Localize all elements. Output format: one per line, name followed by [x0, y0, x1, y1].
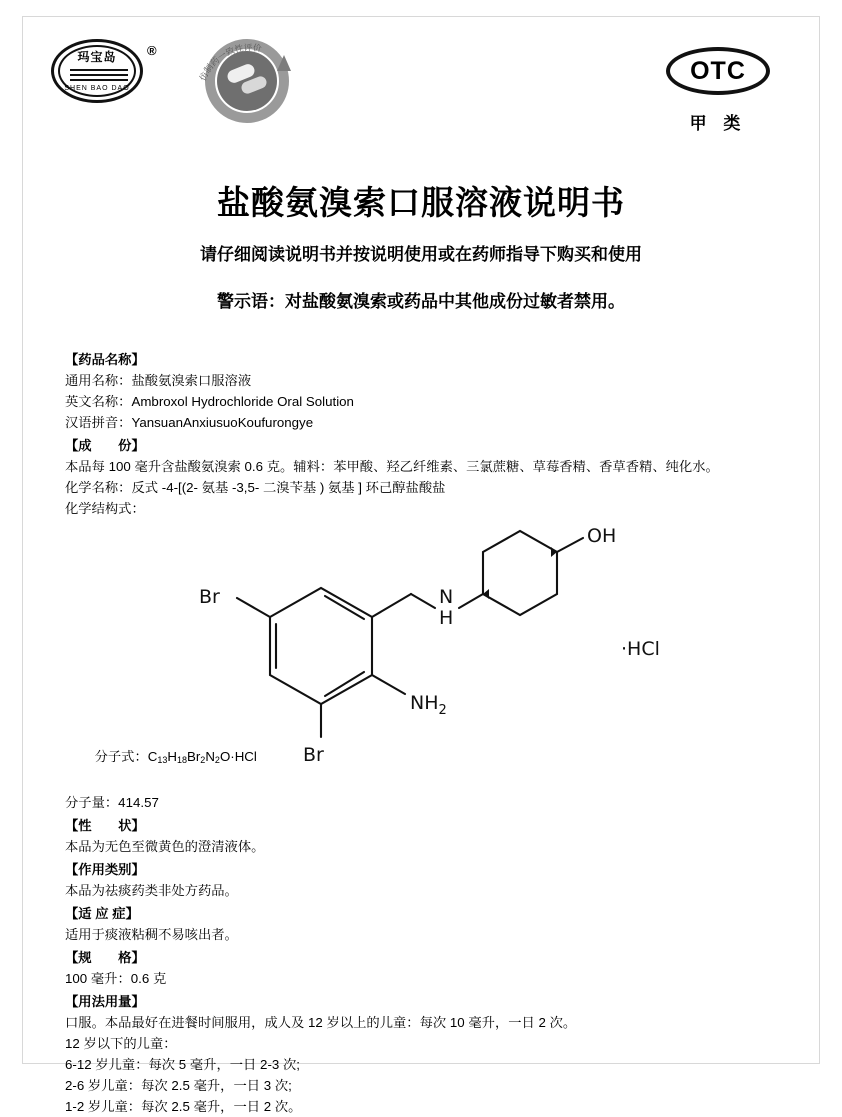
label-oh: OH [587, 525, 617, 547]
brand-logo-wave-icon [70, 69, 128, 83]
specification-line: 100 毫升：0.6 克 [65, 971, 167, 986]
registered-mark-icon: ® [147, 43, 157, 58]
molecular-formula-line [65, 725, 789, 792]
chemical-name-line: 化学名称：反式 -4-[(2- 氨基 -3,5- 二溴苄基 ) 氨基 ] 环己醇盐酸盐 [65, 480, 446, 495]
otc-block [653, 47, 783, 134]
brand-logo-inner-ring [58, 45, 136, 97]
consistency-evaluation-logo [191, 37, 309, 121]
page-subtitle: 请仔细阅读说明书并按说明使用或在药师指导下购买和使用 [200, 245, 642, 264]
otc-badge: OTC [666, 47, 770, 95]
molecular-formula-label: 分子式： [94, 749, 148, 764]
section-heading-category: 【作用类别】 [65, 862, 145, 877]
brand-logo [51, 39, 157, 105]
section-heading-specification: 【规 格】 [65, 950, 145, 965]
warning-statement: 警示语：对盐酸氨溴索或药品中其他成份过敏者禁用。 [217, 292, 625, 311]
dosage-line: 1-2 岁儿童：每次 2.5 毫升，一日 2 次。 [65, 1099, 302, 1114]
title-block [23, 177, 819, 312]
dosage-line: 6-12 岁儿童：每次 5 毫升，一日 2-3 次; [65, 1057, 300, 1072]
generic-name-line: 通用名称：盐酸氨溴索口服溶液 [65, 373, 252, 388]
section-heading-dosage: 【用法用量】 [65, 994, 145, 1009]
dosage-line: 12 岁以下的儿童： [65, 1036, 177, 1051]
page-title: 盐酸氨溴索口服溶液说明书 [217, 184, 625, 221]
property-line: 本品为无色至微黄色的澄清液体。 [65, 839, 265, 854]
svg-text:仿制药一致性评价: 仿制药一致性评价 [198, 43, 263, 83]
category-line: 本品为祛痰药类非处方药品。 [65, 883, 238, 898]
dosage-line: 2-6 岁儿童：每次 2.5 毫升，一日 3 次; [65, 1078, 292, 1093]
label-nh2: $NH_2$ [410, 692, 447, 718]
label-br-bottom: Br [303, 744, 324, 766]
otc-category-label: 甲 类 [689, 114, 747, 133]
ingredients-line: 本品每 100 毫升含盐酸氨溴索 0.6 克。辅料：苯甲酸、羟乙纤维素、三氯蔗糖、草莓香精、香草香精、纯化水。 [65, 459, 719, 474]
indication-line: 适用于痰液粘稠不易咳出者。 [65, 927, 238, 942]
brand-logo-pinyin-text: SHEN BAO DAO [64, 85, 130, 92]
leaflet-sheet [22, 16, 820, 1114]
section-heading-indication: 【适 应 症】 [65, 906, 139, 921]
label-hcl: ·HCl [621, 638, 660, 660]
leaflet-body [65, 347, 789, 1117]
pinyin-name-line: 汉语拼音：YansuanAnxiusuoKoufurongye [65, 415, 314, 430]
dosage-line: 口服。本品最好在进餐时间服用，成人及 12 岁以上的儿童：每次 10 毫升，一日 2 次。 [65, 1015, 577, 1030]
molecular-formula-value: $C_{13}H_{18}Br_2N_2O\cdot HCl$ [147, 749, 257, 765]
molecular-weight-line: 分子量：414.57 [65, 795, 159, 810]
section-heading-property: 【性 状】 [65, 818, 145, 833]
label-br-top: Br [199, 586, 220, 608]
section-heading-drug-name: 【药品名称】 [65, 352, 145, 367]
brand-logo-cn-text: 玛宝岛 [77, 50, 117, 64]
label-n: N [439, 586, 454, 608]
label-h: H [439, 607, 454, 629]
leaflet-header [23, 17, 819, 145]
eval-logo-arc-text [191, 37, 309, 97]
english-name-line: 英文名称：Ambroxol Hydrochloride Oral Solution [65, 394, 354, 409]
section-heading-ingredients: 【成 份】 [65, 438, 145, 453]
structure-label: 化学结构式： [65, 501, 145, 516]
